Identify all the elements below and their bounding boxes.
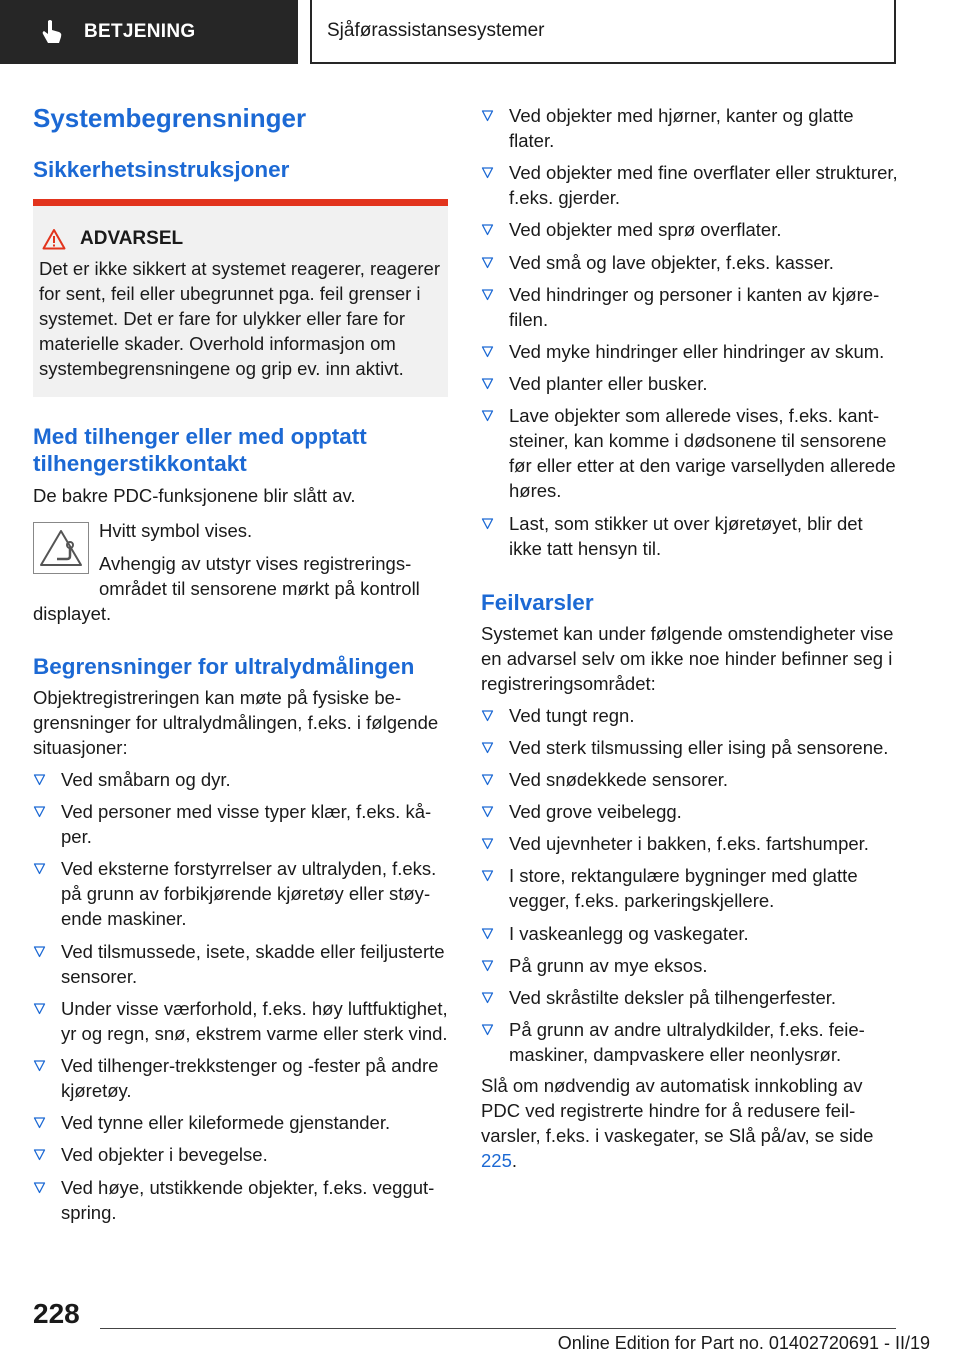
errors-intro: Systemet kan under følgende omstendigheter vise en advarsel selv om ikke noe hinder befinner seg i registreringsområdet: [481,622,894,694]
errors-outro-end: . [511,1150,518,1172]
header-chapter-title: Sjåførassistansesystemer [327,20,545,41]
list-item [33,856,448,931]
section-heading-limits: Begrensninger for ultralydmålingen [33,654,415,679]
list-item-text: På grunn av andre ultralydkilder, f.eks. feiemaskiner, dampvaskere eller neonlysrør. [509,1019,865,1066]
errors-list [481,703,899,1068]
bullet-triangle-icon [33,1181,46,1194]
bullet-triangle-icon [481,517,494,530]
list-item [481,1017,899,1067]
list-item-text: Ved skråstilte deksler på tilhengerfester. [509,987,837,1008]
list-item-text: Ved objekter med fine overflater eller strukturer, f.eks. gjerder. [509,162,898,209]
list-item-text: På grunn av mye eksos. [509,954,708,976]
list-item [481,831,899,856]
limits-list-continued [481,103,899,561]
list-item [481,217,899,242]
warning-box [33,199,448,397]
bullet-triangle-icon [33,1059,46,1072]
trailer-text: De bakre PDC-funksjonene blir slått av. [33,485,356,506]
footer-divider [100,1328,896,1329]
bullet-triangle-icon [33,805,46,818]
list-item [481,953,899,978]
section-heading-errors: Feilvarsler [481,589,594,615]
list-item [481,921,899,946]
list-item-text: I vaskeanlegg og vaskegater. [509,922,749,944]
list-item-text: Ved grove veibelegg. [509,801,682,823]
bullet-triangle-icon [33,945,46,958]
bullet-triangle-icon [33,1002,46,1015]
list-item-text: Ved tungt regn. [509,704,635,726]
header-section-tab [0,0,298,64]
bullet-triangle-icon [481,709,494,722]
page-link-225[interactable]: 225 [481,1150,512,1172]
list-item-text: Ved planter eller busker. [509,373,708,395]
list-item [33,996,448,1046]
list-item-text: Ved hindringer og personer i kanten av kjørefilen. [509,283,880,330]
list-item [481,282,899,332]
list-item-text: Ved tilhenger-trekkstenger og -fester på andre kjøretøy. [61,1054,439,1101]
list-item [481,339,899,364]
warning-triangle-icon [42,228,66,250]
list-item [33,1142,448,1167]
list-item-text: Ved snødekkede sensorer. [509,768,729,790]
bullet-triangle-icon [481,288,494,301]
bullet-triangle-icon [33,773,46,786]
list-item [481,703,899,728]
list-item-text: Ved myke hindringer eller hindringer av skum. [509,340,885,362]
list-item [481,511,899,561]
bullet-triangle-icon [481,991,494,1004]
list-item-text: Ved små og lave objekter, f.eks. kasser. [509,251,834,273]
list-item [33,767,448,792]
list-item-text: Ved objekter med sprø overflater. [509,219,782,241]
list-item [33,939,448,989]
list-item [481,250,899,275]
symbol-line-tail: displayet. [33,603,112,624]
list-item [481,371,899,396]
bullet-triangle-icon [481,959,494,972]
list-item-text: Ved småbarn og dyr. [61,769,231,790]
warning-label: ADVARSEL [80,228,184,249]
page-number: 228 [33,1298,80,1329]
list-item [481,735,899,760]
section-heading-safety: Sikkerhetsinstruksjoner [33,157,290,182]
list-item [33,1053,448,1103]
bullet-triangle-icon [33,1116,46,1129]
bullet-triangle-icon [481,1023,494,1036]
list-item-text: Lave objekter som allerede vises, f.eks. kantsteiner, kan komme i dødsonene til sensorene før eller etter at den varige varsellyden allerede høres. [509,405,896,502]
header-section-title: BETJENING [84,21,196,42]
bullet-triangle-icon [481,927,494,940]
trailer-hitch-icon [33,522,89,574]
header-chapter [310,0,896,64]
list-item-text: Last, som stikker ut over kjøretøyet, blir det ikke tatt hensyn til. [509,512,863,559]
list-item [33,1110,448,1135]
list-item [33,1175,448,1225]
limits-intro: Objektregistreringen kan møte på fysiske begrensninger for ultralydmålingen, f.eks. i følgende situasjoner: [33,687,439,758]
list-item-text: Under visse værforhold, f.eks. høy luftfuktighet, yr og regn, snø, ekstrem varme eller sterk vind. [61,997,448,1044]
section-heading-trailer: Med tilhenger eller med opptatt tilhengerstikkontakt [33,424,367,476]
list-item [481,799,899,824]
list-item-text: Ved sterk tilsmussing eller ising på sensorene. [509,736,889,758]
trailer-symbol-block [33,518,448,626]
list-item [481,767,899,792]
bullet-triangle-icon [481,869,494,882]
bullet-triangle-icon [481,377,494,390]
bullet-triangle-icon [481,109,494,122]
list-item-text: Ved tynne eller kileformede gjenstander. [61,1112,391,1134]
bullet-triangle-icon [481,805,494,818]
limits-list [33,767,448,1225]
list-item [481,160,899,210]
bullet-triangle-icon [481,837,494,850]
bullet-triangle-icon [481,256,494,269]
symbol-line-1: Hvitt symbol vises. [99,520,253,541]
page-title: Systembegrensninger [33,103,307,133]
list-item [481,403,899,503]
bullet-triangle-icon [481,741,494,754]
list-item [481,863,899,913]
list-item [481,985,899,1010]
bullet-triangle-icon [481,223,494,236]
list-item [481,103,899,153]
bullet-triangle-icon [481,345,494,358]
right-column [481,103,899,1173]
symbol-line-2: Avhengig av utstyr vises registreringsområdet til sensorene mørkt på kontroll [99,553,420,599]
list-item-text: Ved ujevnheter i bakken, f.eks. fartshumper. [509,833,869,855]
footer-edition: Online Edition for Part no. 01402720691 - II/19 [557,1333,930,1353]
list-item-text: Ved objekter i bevegelse. [61,1144,268,1166]
errors-outro-text: Slå om nødvendig av automatisk innkobling av PDC ved registrerte hindre for å redusere feilvarsler, f.eks. i vaskegater, se Slå på/av, se side [481,1075,874,1147]
bullet-triangle-icon [481,409,494,422]
list-item-text: Ved høye, utstikkende objekter, f.eks. veggutspring. [61,1176,435,1223]
bullet-triangle-icon [33,862,46,875]
list-item [33,799,448,849]
bullet-triangle-icon [33,1148,46,1161]
list-item-text: Ved personer med visse typer klær, f.eks. kåper. [61,801,432,848]
left-column [33,102,448,1232]
list-item-text: Ved tilsmussede, isete, skadde eller feiljusterte sensorer. [61,940,445,987]
list-item-text: Ved objekter med hjørner, kanter og glatte flater. [509,105,854,151]
hand-pointer-icon [40,19,64,45]
errors-outro [481,1073,899,1173]
warning-text: Det er ikke sikkert at systemet reagerer, reagerer for sent, feil eller ubegrunnet pga. feil grenser i systemet. Det er fare for ulykker eller fare for materielle skader. Overhold informasjon om systembegrensningene og grip ev. inn aktivt. [39,258,440,379]
list-item-text: Ved eksterne forstyrrelser av ultralyden, f.eks. på grunn av forbikjørende kjøretøy eller støyende maskiner. [61,858,437,930]
list-item-text: I store, rektangulære bygninger med glatte vegger, f.eks. parkeringskjellere. [509,865,858,912]
bullet-triangle-icon [481,773,494,786]
bullet-triangle-icon [481,166,494,179]
